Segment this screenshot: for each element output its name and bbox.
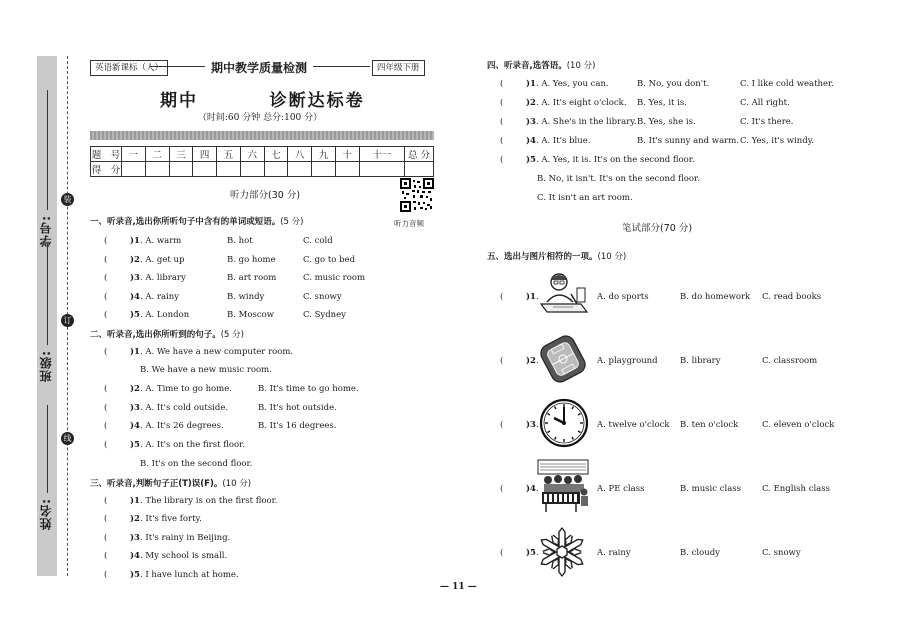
item-number: 1 — [530, 292, 536, 302]
option-c: C. All right. — [740, 98, 790, 108]
option-a: A. It's 26 degrees. — [145, 421, 224, 431]
answer-blank[interactable]: ( — [104, 384, 108, 394]
score-cell[interactable] — [169, 162, 193, 177]
score-cell[interactable] — [240, 162, 264, 177]
student-writing-picture — [537, 268, 589, 320]
decorative-bar — [90, 131, 434, 140]
statement: It's rainy in Beijing. — [145, 533, 231, 543]
option-a: A. twelve o'clock — [597, 420, 670, 430]
section-points: (10 分) — [222, 479, 252, 489]
answer-blank[interactable]: ( — [104, 551, 108, 561]
item-number: 4 — [134, 551, 140, 561]
answer-blank[interactable]: ( — [104, 421, 108, 431]
option-a: A. warm — [145, 236, 182, 246]
item-number: 2 — [134, 384, 140, 394]
score-cell[interactable] — [288, 162, 312, 177]
option-c: C. snowy — [762, 548, 801, 558]
option-c: C. Yes, it's windy. — [740, 136, 815, 146]
option-c: C. It's there. — [740, 117, 794, 127]
score-cell[interactable] — [217, 162, 241, 177]
answer-blank[interactable]: ( — [500, 548, 504, 558]
grade-tag: 四年级下册 — [372, 60, 425, 76]
score-cell[interactable] — [193, 162, 217, 177]
list-item: ( )1. A. Yes, you can. — [500, 79, 609, 89]
item-number: 2 — [134, 514, 140, 524]
option-b: B. It's sunny and warm. — [637, 136, 739, 146]
option-b: B. art room — [227, 273, 277, 283]
option-a: A. She's in the library. — [541, 117, 637, 127]
section-3-title — [90, 477, 251, 489]
item-number: 4 — [134, 292, 140, 302]
section-points: (10 分) — [566, 61, 596, 71]
score-cell[interactable] — [335, 162, 359, 177]
section-points: (10 分) — [597, 252, 627, 262]
option-a: A. It's cold outside. — [145, 403, 229, 413]
section-points: (5 分) — [220, 330, 244, 340]
answer-blank[interactable]: ( — [104, 533, 108, 543]
option-b: B. ten o'clock — [680, 420, 739, 430]
table-cell: 总 分 — [405, 147, 434, 162]
option-b: B. It's 16 degrees. — [258, 421, 337, 431]
class-blank — [47, 245, 48, 345]
qr-label: 听力音频 — [394, 219, 424, 228]
option-a: A. rainy — [597, 548, 631, 558]
option-b: B. music class — [680, 484, 741, 494]
listening-part-title: 听力部分(30 分) — [230, 190, 301, 201]
section-1-title — [90, 215, 303, 227]
option-b: B. go home — [227, 255, 276, 265]
item-number: 2 — [530, 98, 536, 108]
statement: It's five forty. — [145, 514, 202, 524]
list-item: ( )2. — [500, 356, 539, 366]
option-a: A. PE class — [597, 484, 645, 494]
name-label: 姓名: — [39, 498, 53, 530]
option-c: C. read books — [762, 292, 822, 302]
table-cell: 三 — [169, 147, 193, 162]
list-item: ( )5. A. London — [104, 310, 190, 320]
snowflake-icon — [536, 526, 588, 578]
list-item: ( )4. — [500, 484, 539, 494]
time-score-note: （时间:60 分钟 总分:100 分） — [197, 113, 323, 123]
score-table — [90, 146, 434, 177]
option-b: B. It's hot outside. — [258, 403, 337, 413]
table-cell: 四 — [193, 147, 217, 162]
table-cell: 二 — [145, 147, 169, 162]
answer-blank[interactable]: ( — [500, 484, 504, 494]
answer-blank[interactable]: ( — [104, 347, 108, 357]
option-b: B. Yes, it is. — [637, 98, 687, 108]
answer-blank[interactable]: ( — [104, 273, 108, 283]
item-number: 3 — [530, 117, 536, 127]
list-item: ( )4. A. rainy — [104, 292, 180, 302]
id-blank — [47, 90, 48, 210]
section-title-text: 三、听录音,判断句子正(T)误(F)。 — [90, 479, 223, 489]
list-item: ( )5. I have lunch at home. — [104, 570, 239, 580]
option-b: B. do homework — [680, 292, 751, 302]
list-item: ( )1. — [500, 292, 539, 302]
answer-blank[interactable]: ( — [104, 236, 108, 246]
item-number: 3 — [134, 533, 140, 543]
option-b: B. windy — [227, 292, 265, 302]
score-cell[interactable] — [264, 162, 288, 177]
item-number: 3 — [134, 273, 140, 283]
item-number: 1 — [134, 236, 140, 246]
option-a: A. do sports — [597, 292, 649, 302]
list-item: ( )3. — [500, 420, 539, 430]
list-item: ( )2. It's five forty. — [104, 514, 202, 524]
item-number: 5 — [134, 570, 140, 580]
section-5-title — [487, 250, 626, 262]
list-item: ( )2. A. It's eight o'clock. — [500, 98, 627, 108]
table-cell: 九 — [312, 147, 336, 162]
list-item: ( )4. A. It's blue. — [500, 136, 591, 146]
option-a: A. Yes, you can. — [541, 79, 609, 89]
option-b: B. hot — [227, 236, 253, 246]
list-item: ( )5. A. Yes, it is. It's on the second floor. — [500, 155, 695, 165]
answer-blank[interactable]: ( — [104, 310, 108, 320]
table-cell: 五 — [217, 147, 241, 162]
list-item: ( )3. A. library — [104, 273, 186, 283]
table-cell: 六 — [240, 147, 264, 162]
option-b: B. Moscow — [227, 310, 274, 320]
option-c: C. Sydney — [303, 310, 346, 320]
answer-blank[interactable]: ( — [104, 440, 108, 450]
option-b: B. No, it isn't. It's on the second floor. — [537, 174, 700, 184]
score-cell[interactable] — [359, 162, 404, 177]
playground-picture — [537, 333, 589, 385]
item-number: 1 — [134, 496, 140, 506]
section-points: (5 分) — [280, 217, 304, 227]
answer-blank[interactable]: ( — [104, 570, 108, 580]
option-b: B. library — [680, 356, 721, 366]
item-number: 5 — [530, 155, 536, 165]
section-4-title — [487, 59, 595, 71]
section-2-title — [90, 328, 244, 340]
option-a: A. Yes, it is. It's on the second floor. — [541, 155, 695, 165]
answer-blank[interactable]: ( — [500, 420, 504, 430]
item-number: 2 — [530, 356, 536, 366]
option-a: A. rainy — [145, 292, 180, 302]
music-class-picture — [536, 458, 590, 514]
list-item: ( )2. A. get up — [104, 255, 185, 265]
answer-blank[interactable]: ( — [500, 292, 504, 302]
option-b: B. Yes, she is. — [637, 117, 696, 127]
writing-part-title: 笔试部分(70 分) — [622, 223, 693, 234]
item-number: 1 — [134, 347, 140, 357]
option-a: A. get up — [145, 255, 185, 265]
option-a: A. library — [145, 273, 186, 283]
answer-blank[interactable]: ( — [500, 98, 504, 108]
item-number: 4 — [530, 136, 536, 146]
exam-title: 期中教学质量检测 — [205, 59, 313, 76]
answer-blank[interactable]: ( — [500, 136, 504, 146]
answer-blank[interactable]: ( — [104, 292, 108, 302]
table-cell: 十 — [335, 147, 359, 162]
table-cell: 得 分 — [91, 162, 122, 177]
table-cell: 七 — [264, 147, 288, 162]
option-a: A. playground — [597, 356, 658, 366]
seal-mark: 装 — [61, 193, 74, 206]
list-item: ( )3. It's rainy in Beijing. — [104, 533, 231, 543]
option-b: B. No, you don't. — [637, 79, 710, 89]
option-c: C. English class — [762, 484, 830, 494]
item-number: 5 — [134, 440, 140, 450]
answer-blank[interactable]: ( — [500, 79, 504, 89]
section-title-text: 一、听录音,选出你所听句子中含有的单词或短语。 — [90, 217, 281, 227]
section-title-text: 四、听录音,选答语。 — [487, 61, 567, 71]
option-a: A. It's on the first floor. — [145, 440, 245, 450]
id-label: 学号: — [39, 215, 53, 247]
section-title-text: 二、听录音,选出你所听到的句子。 — [90, 330, 221, 340]
edition-tag: 英语新课标（人） — [90, 60, 168, 76]
statement: I have lunch at home. — [145, 570, 239, 580]
answer-blank[interactable]: ( — [500, 356, 504, 366]
list-item: ( )4. My school is small. — [104, 551, 228, 561]
class-label: 班级: — [39, 350, 53, 382]
item-number: 5 — [530, 548, 536, 558]
table-row — [91, 162, 434, 177]
option-b: B. It's time to go home. — [258, 384, 359, 394]
item-number: 4 — [134, 421, 140, 431]
list-item: ( )3. A. It's cold outside. — [104, 403, 229, 413]
answer-blank[interactable]: ( — [500, 155, 504, 165]
name-blank — [47, 405, 48, 493]
list-item: ( )1. The library is on the first floor. — [104, 496, 278, 506]
option-c: C. eleven o'clock — [762, 420, 835, 430]
page-title: 期中 诊断达标卷 — [160, 91, 365, 111]
list-item: ( )3. A. She's in the library. — [500, 117, 637, 127]
option-c: C. snowy — [303, 292, 342, 302]
score-cell[interactable] — [145, 162, 169, 177]
list-item: ( )5. — [500, 548, 539, 558]
seal-mark: 线 — [61, 432, 74, 445]
item-number: 4 — [530, 484, 536, 494]
answer-blank[interactable]: ( — [104, 403, 108, 413]
option-c: C. music room — [303, 273, 366, 283]
table-cell: 十一 — [359, 147, 404, 162]
option-c: C. cold — [303, 236, 333, 246]
score-cell[interactable] — [312, 162, 336, 177]
score-cell[interactable] — [122, 162, 146, 177]
list-item: ( )4. A. It's 26 degrees. — [104, 421, 224, 431]
option-b: B. We have a new music room. — [140, 365, 272, 375]
option-c: C. classroom — [762, 356, 818, 366]
score-cell[interactable] — [405, 162, 434, 177]
option-a: A. It's eight o'clock. — [541, 98, 627, 108]
item-number: 1 — [530, 79, 536, 89]
option-a: A. We have a new computer room. — [145, 347, 294, 357]
item-number: 2 — [134, 255, 140, 265]
table-cell: 八 — [288, 147, 312, 162]
list-item: ( )1. A. We have a new computer room. — [104, 347, 294, 357]
table-cell: 题 号 — [91, 147, 122, 162]
table-cell: 一 — [122, 147, 146, 162]
page-number: — 11 — — [440, 582, 477, 592]
answer-blank[interactable]: ( — [104, 514, 108, 524]
option-c: C. go to bed — [303, 255, 356, 265]
answer-blank[interactable]: ( — [500, 117, 504, 127]
option-a: A. Time to go home. — [145, 384, 232, 394]
statement: The library is on the first floor. — [145, 496, 278, 506]
section-title-text: 五、选出与图片相符的一项。 — [487, 252, 598, 262]
item-number: 3 — [134, 403, 140, 413]
option-b: B. cloudy — [680, 548, 720, 558]
option-c: C. I like cold weather. — [740, 79, 834, 89]
option-b: B. It's on the second floor. — [140, 459, 253, 469]
list-item: ( )1. A. warm — [104, 236, 182, 246]
statement: My school is small. — [145, 551, 228, 561]
qr-code-icon[interactable] — [400, 178, 434, 212]
item-number: 5 — [134, 310, 140, 320]
answer-blank[interactable]: ( — [104, 496, 108, 506]
table-row — [91, 147, 434, 162]
option-a: A. London — [145, 310, 190, 320]
option-c: C. It isn't an art room. — [537, 193, 633, 203]
answer-blank[interactable]: ( — [104, 255, 108, 265]
list-item: ( )5. A. It's on the first floor. — [104, 440, 245, 450]
seal-mark: 订 — [61, 314, 74, 327]
item-number: 3 — [530, 420, 536, 430]
clock-picture — [539, 398, 589, 448]
list-item: ( )2. A. Time to go home. — [104, 384, 232, 394]
option-a: A. It's blue. — [541, 136, 591, 146]
